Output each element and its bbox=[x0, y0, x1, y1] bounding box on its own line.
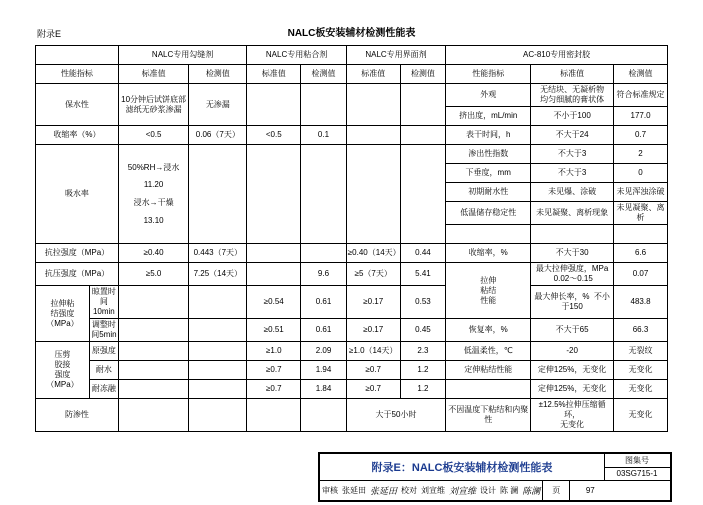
metric-water-absorption: 吸水率 bbox=[36, 145, 119, 244]
table-row bbox=[36, 263, 668, 286]
group-header-1: NALC专用勾缝剂 bbox=[118, 46, 246, 65]
cell-r3-std: 不大于3 bbox=[531, 145, 614, 164]
cell-l10-c2 bbox=[247, 399, 301, 432]
metric-appearance: 外观 bbox=[446, 84, 531, 107]
cell-l1-c5 bbox=[400, 126, 446, 145]
cell-r13-val: 无变化 bbox=[614, 380, 668, 399]
cell-l0-c3 bbox=[301, 84, 347, 126]
design-signature: 陈澜 bbox=[522, 485, 541, 496]
cell-l1-c1: 0.06（7天） bbox=[189, 126, 247, 145]
approve-label: 审核 bbox=[322, 485, 338, 495]
design-name: 陈 澜 bbox=[500, 485, 519, 495]
cell-l9-c5: 1.2 bbox=[400, 380, 446, 399]
table-row bbox=[36, 342, 668, 361]
cell-l6-c1 bbox=[189, 319, 247, 342]
cell-l6-c3: 0.61 bbox=[301, 319, 347, 342]
metric-recovery-rate: 恢复率，% bbox=[446, 319, 531, 342]
sub-label-water-resistance: 耐水 bbox=[89, 361, 118, 380]
cell-l0-c2 bbox=[247, 84, 301, 126]
cell-l9-c2: ≥0.7 bbox=[247, 380, 301, 399]
cell-l4-c1: 7.25（14天） bbox=[189, 263, 247, 286]
cell-l6-c0 bbox=[118, 319, 188, 342]
cell-l10-c3 bbox=[301, 399, 347, 432]
cell-l2-c2 bbox=[247, 145, 301, 244]
cell-r7-val: 6.6 bbox=[614, 244, 668, 263]
table-row bbox=[36, 145, 668, 164]
cell-l7-c2: ≥1.0 bbox=[247, 342, 301, 361]
group-header-3: NALC专用界面剂 bbox=[346, 46, 445, 65]
cell-r4-val: 0 bbox=[614, 164, 668, 183]
col-header-std-3: 标准值 bbox=[346, 65, 400, 84]
metric-tensile-strength: 抗拉强度（MPa） bbox=[36, 244, 119, 263]
cell-l3-c5: 0.44 bbox=[400, 244, 446, 263]
col-header-val-1: 检测值 bbox=[189, 65, 247, 84]
cell-l4-c2 bbox=[247, 263, 301, 286]
cell-r12-val: 无变化 bbox=[614, 361, 668, 380]
col-header-metric-left: 性能指标 bbox=[36, 65, 119, 84]
cell-l8-c5: 1.2 bbox=[400, 361, 446, 380]
appendix-tag: 附录E bbox=[37, 29, 62, 39]
cell-l0-c5 bbox=[400, 84, 446, 126]
cell-r8-val: 0.07 bbox=[614, 263, 668, 286]
col-header-std-2: 标准值 bbox=[247, 65, 301, 84]
cell-r4-std: 不大于3 bbox=[531, 164, 614, 183]
title-block-title: 附录E：NALC板安装辅材检测性能表 bbox=[320, 454, 605, 481]
table-row bbox=[36, 319, 668, 342]
table-row bbox=[36, 380, 668, 399]
cell-l8-c4: ≥0.7 bbox=[346, 361, 400, 380]
check-label: 校对 bbox=[401, 485, 418, 495]
metric-shrinkage-right: 收缩率，% bbox=[446, 244, 531, 263]
table-row bbox=[36, 46, 668, 65]
cell-l1-c2: <0.5 bbox=[247, 126, 301, 145]
cell-r-spacer-label bbox=[446, 225, 531, 244]
cell-r9-std: 不小于150 bbox=[561, 292, 610, 311]
cell-l5-c0 bbox=[118, 286, 188, 319]
left-col-spacer bbox=[36, 46, 119, 65]
design-label: 设计 bbox=[480, 485, 497, 495]
cell-l4-c4: ≥5（7天） bbox=[346, 263, 400, 286]
metric-compressive-strength: 抗压强度（MPa） bbox=[36, 263, 119, 286]
cell-l5-c4: ≥0.17 bbox=[346, 286, 400, 319]
cell-r11-val: 无裂纹 bbox=[614, 342, 668, 361]
metric-fixed-elongation-bond: 定伸粘结性能 bbox=[446, 361, 531, 380]
cell-r13-std: 定伸125%，无变化 bbox=[531, 380, 614, 399]
cell-l7-c5: 2.3 bbox=[400, 342, 446, 361]
cell-l2-c4 bbox=[346, 145, 400, 244]
cell-l7-c1 bbox=[189, 342, 247, 361]
col-header-val-4: 检测值 bbox=[614, 65, 668, 84]
cell-l3-c2 bbox=[247, 244, 301, 263]
col-header-std-4: 标准值 bbox=[531, 65, 614, 84]
drawing-no-value: 03SG715-1 bbox=[604, 467, 670, 481]
cell-r8-std: 0.02～0.15 bbox=[553, 274, 593, 283]
cell-l4-c0: ≥5.0 bbox=[118, 263, 188, 286]
cell-l10-c0 bbox=[118, 399, 188, 432]
page-title: NALC板安装辅材检测性能表 bbox=[287, 28, 416, 39]
group-header-4: AC-810专用密封胶 bbox=[446, 46, 668, 65]
metric-surface-dry-time: 表干时间，h bbox=[446, 126, 531, 145]
cell-l1-c0: <0.5 bbox=[118, 126, 188, 145]
cell-r14-std: ±12.5%拉伸压缩循环， 无变化 bbox=[531, 399, 614, 432]
performance-table bbox=[35, 45, 668, 432]
cell-l4-c3: 9.6 bbox=[301, 263, 347, 286]
metric-temp-bond-cohesion: 不因温度下粘结和内聚性 bbox=[446, 399, 531, 432]
metric-fixed-elongation-bond-2 bbox=[446, 380, 531, 399]
metric-low-temp-flexibility: 低温柔性，℃ bbox=[446, 342, 531, 361]
title-block bbox=[318, 452, 672, 502]
cell-l3-c4: ≥0.40（14天） bbox=[346, 244, 400, 263]
cell-r9-sub bbox=[531, 286, 614, 319]
sub-label-adjust-5min: 调整时间5min bbox=[89, 319, 118, 342]
cell-l7-c3: 2.09 bbox=[301, 342, 347, 361]
cell-l4-c5: 5.41 bbox=[400, 263, 446, 286]
metric-sag: 下垂度，mm bbox=[446, 164, 531, 183]
table-row bbox=[36, 361, 668, 380]
cell-r2-val: 0.7 bbox=[614, 126, 668, 145]
metric-extrusion-rate: 挤出度，mL/min bbox=[446, 107, 531, 126]
metric-low-temp-storage: 低温储存稳定性 bbox=[446, 202, 531, 225]
table-row bbox=[36, 244, 668, 263]
cell-r1-val: 177.0 bbox=[614, 107, 668, 126]
approve-signature: 张延田 bbox=[370, 485, 398, 496]
metric-shear-bond-left: 压剪 胶接 强度 （MPa） bbox=[36, 342, 90, 399]
cell-l8-c0 bbox=[118, 361, 188, 380]
cell-r9-val: 483.8 bbox=[614, 286, 668, 319]
metric-exudation-index: 渗出性指数 bbox=[446, 145, 531, 164]
cell-l2-c3 bbox=[301, 145, 347, 244]
cell-l3-c0: ≥0.40 bbox=[118, 244, 188, 263]
col-header-val-2: 检测值 bbox=[301, 65, 347, 84]
cell-l5-c1 bbox=[189, 286, 247, 319]
cell-r0-std: 无结块、无凝析物 均匀细腻的膏状体 bbox=[531, 84, 614, 107]
cell-l1-c3: 0.1 bbox=[301, 126, 347, 145]
cell-r6-val: 未见凝聚、离析 bbox=[614, 202, 668, 225]
cell-r1-std: 不小于100 bbox=[531, 107, 614, 126]
cell-l2-c0: 50%RH→浸水 11.20 浸水→干燥 13.10 bbox=[118, 145, 188, 244]
cell-r14-val: 无变化 bbox=[614, 399, 668, 432]
cell-r5-std: 未见爆、涂破 bbox=[531, 183, 614, 202]
cell-l2-c1 bbox=[189, 145, 247, 244]
cell-l8-c3: 1.94 bbox=[301, 361, 347, 380]
sub-label-freeze-thaw: 耐冻融 bbox=[89, 380, 118, 399]
cell-l10-c1 bbox=[189, 399, 247, 432]
sub-label-max-elongation: 最大伸长率，% bbox=[534, 292, 590, 301]
table-row bbox=[36, 84, 668, 107]
table-row bbox=[36, 286, 668, 319]
metric-shrinkage: 收缩率（%） bbox=[36, 126, 119, 145]
cell-r-spacer-std bbox=[531, 225, 614, 244]
col-header-val-3: 检测值 bbox=[400, 65, 446, 84]
sub-label-original-strength: 原强度 bbox=[89, 342, 118, 361]
cell-r0-val: 符合标准规定 bbox=[614, 84, 668, 107]
cell-l8-c1 bbox=[189, 361, 247, 380]
cell-l0-c0: 10分钟后试饼底部 滤纸无砂浆渗漏 bbox=[118, 84, 188, 126]
metric-water-retention: 保水性 bbox=[36, 84, 119, 126]
metric-tensile-bond-left: 拉伸粘 结强度 （MPa） bbox=[36, 286, 90, 342]
cell-r10-val: 66.3 bbox=[614, 319, 668, 342]
col-header-metric-right: 性能指标 bbox=[446, 65, 531, 84]
cell-l6-c5: 0.45 bbox=[400, 319, 446, 342]
cell-r7-std: 不大于30 bbox=[531, 244, 614, 263]
cell-l5-c2: ≥0.54 bbox=[247, 286, 301, 319]
cell-l10-c4: 大于50小时 bbox=[346, 399, 445, 432]
cell-l6-c2: ≥0.51 bbox=[247, 319, 301, 342]
page-label: 页 bbox=[542, 480, 569, 500]
table-row bbox=[36, 65, 668, 84]
cell-l7-c4: ≥1.0（14天） bbox=[346, 342, 400, 361]
cell-l3-c3 bbox=[301, 244, 347, 263]
check-signature: 刘宣维 bbox=[449, 485, 477, 496]
cell-l3-c1: 0.443（7天） bbox=[189, 244, 247, 263]
cell-l5-c3: 0.61 bbox=[301, 286, 347, 319]
group-header-2: NALC专用粘合剂 bbox=[247, 46, 346, 65]
cell-r12-std: 定伸125%，无变化 bbox=[531, 361, 614, 380]
cell-r6-std: 未见凝聚、离析现象 bbox=[531, 202, 614, 225]
approve-name: 张延田 bbox=[342, 485, 366, 495]
cell-l9-c4: ≥0.7 bbox=[346, 380, 400, 399]
cell-r2-std: 不大于24 bbox=[531, 126, 614, 145]
table-row bbox=[36, 399, 668, 432]
page-number: 97 bbox=[569, 480, 610, 500]
cell-r5-val: 未见浑浊涂破 bbox=[614, 183, 668, 202]
cell-l9-c3: 1.84 bbox=[301, 380, 347, 399]
sub-label-standing-10min: 晾置时间10min bbox=[89, 286, 118, 319]
drawing-no-label: 图集号 bbox=[604, 454, 670, 468]
signature-row bbox=[320, 480, 670, 500]
cell-l9-c0 bbox=[118, 380, 188, 399]
cell-r3-val: 2 bbox=[614, 145, 668, 164]
cell-l8-c2: ≥0.7 bbox=[247, 361, 301, 380]
metric-initial-water-resistance: 初期耐水性 bbox=[446, 183, 531, 202]
cell-l6-c4: ≥0.17 bbox=[346, 319, 400, 342]
cell-l1-c4 bbox=[346, 126, 400, 145]
cell-l0-c1: 无渗漏 bbox=[189, 84, 247, 126]
cell-l0-c4 bbox=[346, 84, 400, 126]
metric-impermeability: 防渗性 bbox=[36, 399, 119, 432]
cell-r10-std: 不大于65 bbox=[531, 319, 614, 342]
cell-r11-std: -20 bbox=[531, 342, 614, 361]
cell-r-spacer-val bbox=[614, 225, 668, 244]
cell-l7-c0 bbox=[118, 342, 188, 361]
col-header-std-1: 标准值 bbox=[118, 65, 188, 84]
sub-label-max-tensile: 最大拉伸强度，MPa bbox=[535, 264, 609, 273]
cell-r8-sub bbox=[531, 263, 614, 286]
table-row bbox=[36, 126, 668, 145]
check-name: 刘宣维 bbox=[421, 485, 446, 495]
cell-l5-c5: 0.53 bbox=[400, 286, 446, 319]
cell-l9-c1 bbox=[189, 380, 247, 399]
cell-l2-c5 bbox=[400, 145, 446, 244]
metric-tensile-bond-right: 拉伸 粘结 性能 bbox=[446, 263, 531, 319]
